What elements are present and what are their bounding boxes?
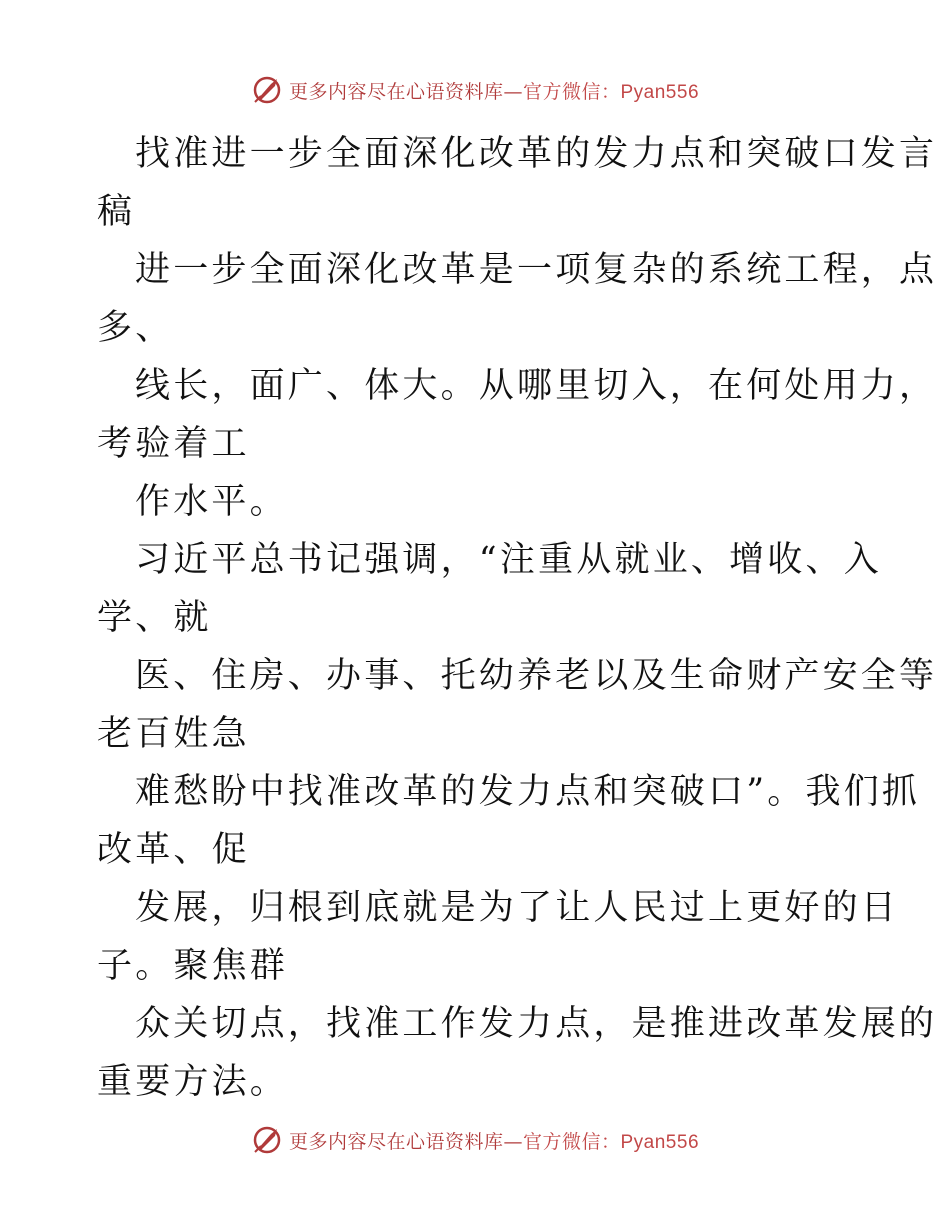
header-banner-text: 更多内容尽在心语资料库—官方微信：Pyan556 xyxy=(288,80,700,103)
document-line: 进一步全面深化改革是一项复杂的系统工程，点 xyxy=(135,250,938,290)
document-line: 多、 xyxy=(97,308,174,348)
document-line: 稿 xyxy=(97,192,136,232)
document-line: 作水平。 xyxy=(135,482,288,522)
document-line: 发展，归根到底就是为了让人民过上更好的日 xyxy=(135,888,900,928)
footer-banner-text: 更多内容尽在心语资料库—官方微信：Pyan556 xyxy=(288,1130,700,1153)
quill-pen-logo-icon xyxy=(251,74,283,106)
document-line: 难愁盼中找准改革的发力点和突破口”。我们抓 xyxy=(135,772,921,812)
document-line: 考验着工 xyxy=(97,424,250,464)
document-line: 线长，面广、体大。从哪里切入，在何处用力， xyxy=(135,366,938,406)
document-line: 老百姓急 xyxy=(97,714,250,754)
document-body xyxy=(97,125,938,1111)
document-line: 医、住房、办事、托幼养老以及生命财产安全等 xyxy=(135,656,938,696)
document-line: 习近平总书记强调，“注重从就业、增收、入 xyxy=(135,540,882,580)
document-line: 改革、促 xyxy=(97,830,250,870)
document-line: 子。聚焦群 xyxy=(97,946,289,986)
document-line: 众关切点，找准工作发力点，是推进改革发展的 xyxy=(135,1004,938,1044)
document-line: 学、就 xyxy=(97,598,212,638)
footer-banner xyxy=(0,1120,950,1160)
document-line: 重要方法。 xyxy=(97,1062,289,1102)
quill-pen-logo-icon xyxy=(251,1124,283,1156)
document-line: 找准进一步全面深化改革的发力点和突破口发言 xyxy=(135,134,938,174)
header-banner xyxy=(0,70,950,110)
